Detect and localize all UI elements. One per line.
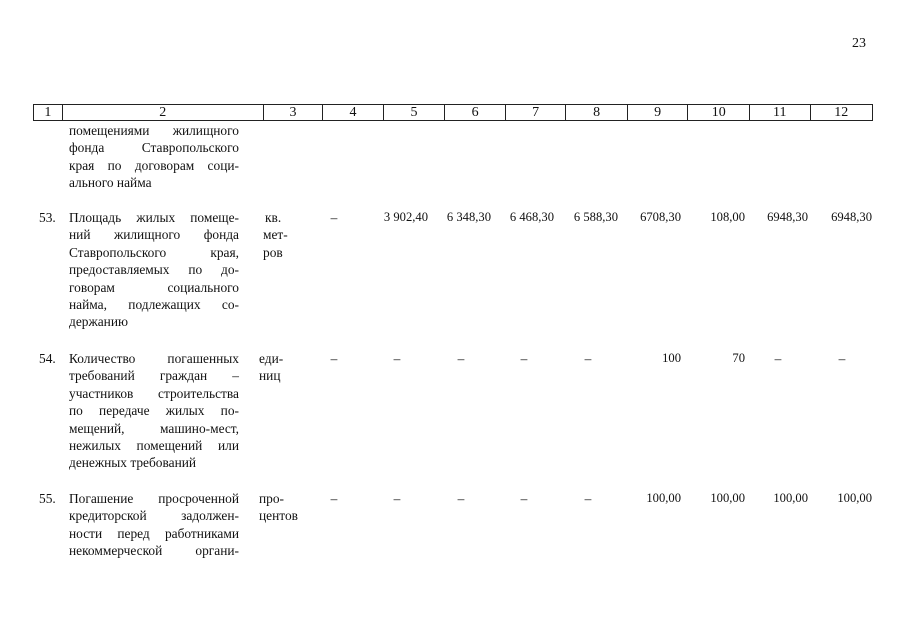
column-header: 5: [384, 105, 446, 120]
cell-value: 3 902,40: [383, 210, 428, 224]
row-description: [69, 350, 239, 472]
description-line: говорам социального: [69, 279, 239, 295]
cell-value: 100,00: [646, 491, 681, 505]
description-line: Площадь жилых помеще-: [69, 210, 239, 225]
column-header: 4: [323, 105, 384, 120]
description-line: предоставляемых по до-: [69, 262, 239, 278]
row-number: 54.: [39, 351, 56, 366]
column-header: 3: [264, 105, 324, 120]
description-line: помещениями жилищного: [69, 123, 239, 138]
cell-value: –: [393, 351, 401, 366]
cell-value: 70: [732, 351, 745, 365]
cell-value: 100,00: [773, 491, 808, 505]
row-number: 55.: [39, 491, 56, 506]
description-line: ний жилищного фонда: [69, 227, 239, 243]
unit-line: мет-: [263, 227, 288, 243]
unit-line: еди-: [259, 351, 284, 366]
unit-line: ниц: [259, 368, 281, 384]
unit-line: ров: [263, 244, 283, 260]
cell-value: –: [457, 491, 465, 506]
column-header: 7: [506, 105, 567, 120]
column-header: 2: [63, 105, 264, 120]
description-line: держанию: [69, 314, 128, 330]
cell-value: 6 348,30: [446, 210, 491, 224]
column-header: 1: [34, 105, 63, 120]
column-header: 11: [750, 105, 811, 120]
description-line: Количество погашенных: [69, 351, 239, 366]
cell-value: –: [774, 351, 782, 366]
description-line: кредиторской задолжен-: [69, 508, 239, 524]
column-header: 9: [628, 105, 689, 120]
cell-value: –: [330, 491, 338, 506]
row-unit: [259, 350, 283, 385]
cell-value: –: [520, 351, 528, 366]
cell-value: –: [584, 491, 592, 506]
cell-value: 100: [662, 351, 681, 365]
row-number: 53.: [39, 210, 56, 225]
column-header: 6: [445, 105, 506, 120]
description-line: ности перед работниками: [69, 525, 239, 541]
description-line: некоммерческой органи-: [69, 543, 239, 559]
unit-line: центов: [259, 508, 298, 524]
description-line: ального найма: [69, 175, 152, 191]
cell-value: 6 588,30: [573, 210, 618, 224]
table-header: [33, 104, 873, 121]
description-line: мещений, машино-мест,: [69, 420, 239, 436]
cell-value: 6948,30: [767, 210, 808, 224]
cell-value: 6708,30: [640, 210, 681, 224]
column-header: 10: [688, 105, 750, 120]
unit-line: про-: [259, 491, 285, 506]
description-line: участников строительства: [69, 385, 239, 401]
column-header: 8: [566, 105, 628, 120]
row-unit: [263, 209, 288, 261]
column-header: 12: [834, 105, 849, 120]
row-description: [69, 209, 239, 331]
continuation-description: [69, 122, 239, 192]
cell-value: –: [330, 351, 338, 366]
cell-value: –: [330, 210, 338, 225]
row-unit: [259, 490, 298, 525]
cell-value: 100,00: [710, 491, 745, 505]
description-line: фонда Ставропольского: [69, 140, 239, 156]
cell-value: 6 468,30: [509, 210, 554, 224]
description-line: требований граждан –: [69, 368, 239, 384]
cell-value: –: [393, 491, 401, 506]
description-line: по передаче жилых по-: [69, 403, 239, 419]
cell-value: 100,00: [837, 491, 872, 505]
cell-value: –: [520, 491, 528, 506]
cell-value: 108,00: [710, 210, 745, 224]
cell-value: –: [457, 351, 465, 366]
description-line: Ставропольского края,: [69, 244, 239, 260]
cell-value: –: [838, 351, 846, 366]
description-line: Погашение просроченной: [69, 491, 239, 506]
description-line: денежных требований: [69, 455, 197, 471]
description-line: найма, подлежащих со-: [69, 296, 239, 312]
description-line: нежилых помещений или: [69, 437, 239, 453]
unit-line: кв.: [265, 210, 282, 225]
row-description: [69, 490, 239, 560]
cell-value: –: [584, 351, 592, 366]
description-line: края по договорам соци-: [69, 157, 239, 173]
page-number: 23: [852, 36, 866, 51]
cell-value: 6948,30: [831, 210, 872, 224]
